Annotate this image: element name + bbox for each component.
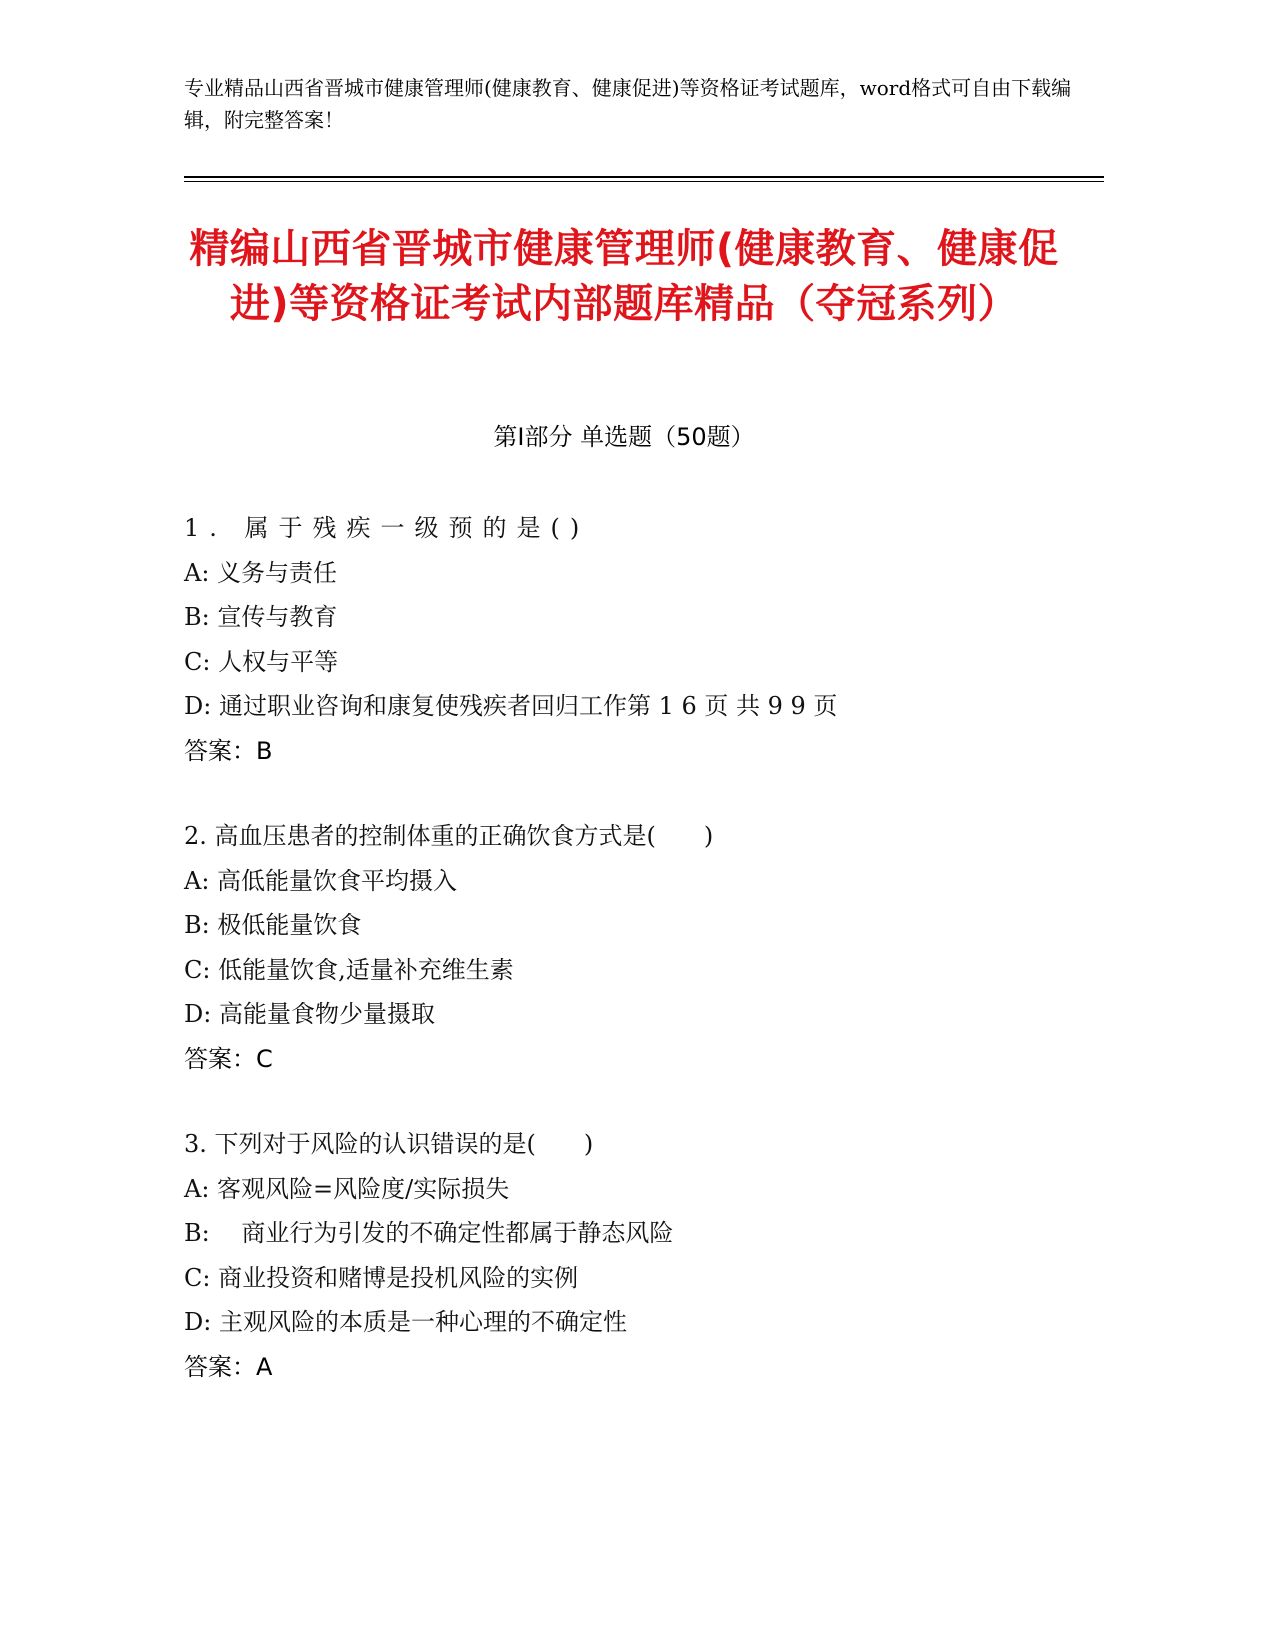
option-d: D: 通过职业咨询和康复使残疾者回归工作第 1 6 页 共 9 9 页	[184, 692, 838, 720]
document-title: 精编山西省晋城市健康管理师(健康教育、健康促进)等资格证考试内部题库精品（夺冠系列）	[189, 226, 1059, 327]
answer: 答案：A	[184, 1352, 273, 1381]
option-b: B: 商业行为引发的不确定性都属于静态风险	[184, 1219, 674, 1247]
question-2	[184, 814, 1084, 1081]
question-list	[184, 506, 1084, 1430]
question-stem: 2. 高血压患者的控制体重的正确饮食方式是( )	[184, 822, 714, 850]
option-b: B: 宣传与教育	[184, 603, 338, 631]
option-c: C: 低能量饮食,适量补充维生素	[184, 955, 514, 984]
option-c: C: 商业投资和赌博是投机风险的实例	[184, 1263, 579, 1292]
option-a: A: 义务与责任	[184, 558, 338, 587]
option-b: B: 极低能量饮食	[184, 911, 362, 939]
question-stem: 3. 下列对于风险的认识错误的是( )	[184, 1130, 594, 1158]
option-d: D: 主观风险的本质是一种心理的不确定性	[184, 1308, 627, 1336]
header-note: 专业精品山西省晋城市健康管理师(健康教育、健康促进)等资格证考试题库，word格式可自由下载编辑，附完整答案！	[184, 76, 1072, 132]
option-c: C: 人权与平等	[184, 647, 339, 676]
answer: 答案：C	[184, 1044, 273, 1073]
header-divider-thin	[184, 181, 1104, 182]
header-divider-thick	[184, 176, 1104, 178]
question-1	[184, 506, 1084, 773]
option-a: A: 客观风险=风险度/实际损失	[184, 1174, 510, 1203]
section-title: 第Ⅰ部分 单选题（50题）	[493, 423, 755, 451]
option-a: A: 高低能量饮食平均摄入	[184, 866, 458, 895]
question-3	[184, 1122, 1084, 1389]
option-d: D: 高能量食物少量摄取	[184, 1000, 435, 1028]
question-stem: 1. 属于残疾一级预的是()	[184, 514, 590, 542]
answer: 答案：B	[184, 736, 273, 765]
